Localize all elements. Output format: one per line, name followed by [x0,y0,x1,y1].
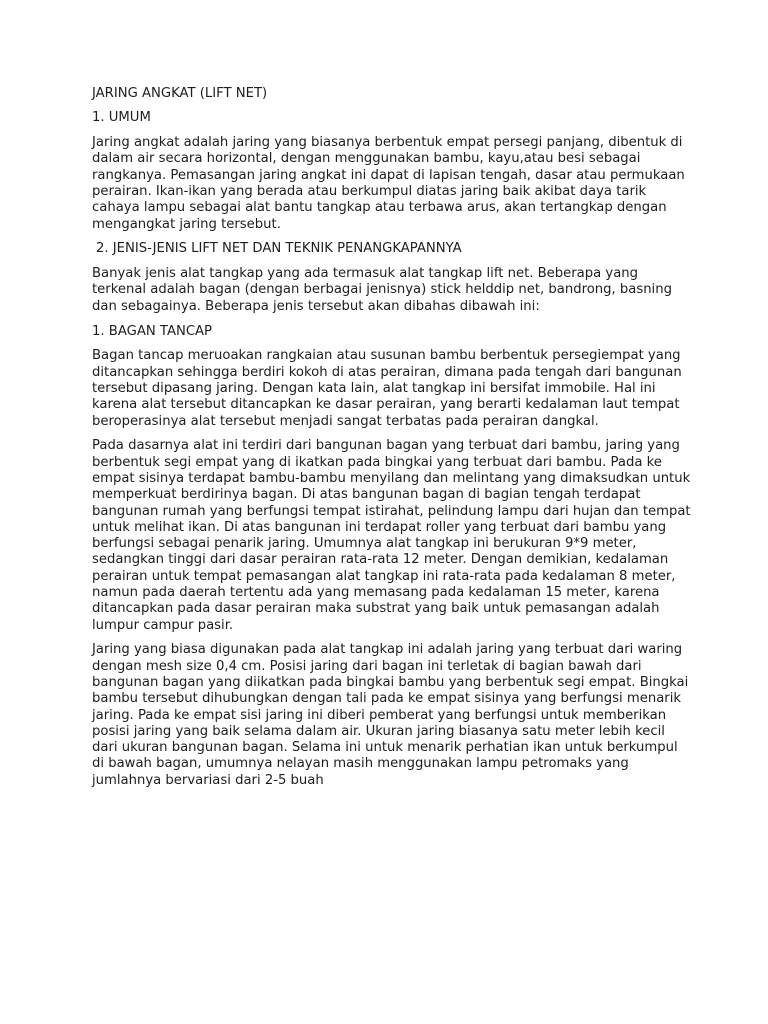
section-1-paragraph: Jaring angkat adalah jaring yang biasanya berbentuk empat persegi panjang, dibentuk di dalam air secara horizontal, dengan menggunakan bambu, kayu,atau besi sebagai rangkanya. Pemasangan jaring angkat ini dapat di lapisan tengah, dasar atau permukaan perairan. Ikan-ikan yang berada atau berkumpul diatas jaring baik akibat daya tarik cahaya lampu sebagai alat bantu tangkap atau terbawa arus, akan tertangkap dengan mengangkat jaring tersebut. [92,135,685,232]
section-1-heading: 1. UMUM [92,110,151,126]
document-body [92,86,692,798]
subsection-1-paragraph-2: Pada dasarnya alat ini terdiri dari bangunan bagan yang terbuat dari bambu, jaring yang berbentuk segi empat yang di ikatkan pada bingkai yang terbuat dari bambu. Pada ke empat sisinya terdapat bambu-bambu menyilang dan melintang yang dimaksudkan untuk memperkuat berdirinya bagan. Di atas bangunan bagan di bagian tengah terdapat bangunan rumah yang berfungsi tempat istirahat, pelindung lampu dari hujan dan tempat untuk melihat ikan. Di atas bangunan ini terdapat roller yang terbuat dari bambu yang berfungsi sebagai penarik jaring. Umumnya alat tangkap ini berukuran 9*9 meter, sedangkan tinggi dari dasar perairan rata-rata 12 meter. Dengan demikian, kedalaman perairan untuk tempat pemasangan alat tangkap ini rata-rata pada kedalaman 8 meter, namun pada daerah tertentu ada yang memasang pada kedalaman 15 meter, karena ditancapkan pada dasar perairan maka substrat yang baik untuk pemasangan adalah lumpur campur pasir. [92,438,691,633]
section-2-heading: 2. JENIS-JENIS LIFT NET DAN TEKNIK PENANGKAPANNYA [96,241,462,257]
document-title: JARING ANGKAT (LIFT NET) [92,86,268,101]
subsection-1-paragraph-3: Jaring yang biasa digunakan pada alat tangkap ini adalah jaring yang terbuat dari waring dengan mesh size 0,4 cm. Posisi jaring dari bagan ini terletak di bagian bawah dari bangunan bagan yang diikatkan pada bingkai bambu yang berbentuk segi empat. Bingkai bambu tersebut dihubungkan dengan tali pada ke empat sisinya yang berfungsi menarik jaring. Pada ke empat sisi jaring ini diberi pemberat yang berfungsi untuk memberikan posisi jaring yang baik selama dalam air. Ukuran jaring biasanya satu meter lebih kecil dari ukuran bangunan bagan. Selama ini untuk menarik perhatian ikan untuk berkumpul di bawah bagan, umumnya nelayan masih menggunakan lampu petromaks yang jumlahnya bervariasi dari 2-5 buah [92,642,689,788]
subsection-1-heading: 1. BAGAN TANCAP [92,323,213,339]
section-2-paragraph: Banyak jenis alat tangkap yang ada termasuk alat tangkap lift net. Beberapa yang terkenal adalah bagan (dengan berbagai jenisnya) stick helddip net, bandrong, basning dan sebagainya. Beberapa jenis tersebut akan dibahas dibawah ini: [92,266,672,314]
subsection-1-paragraph-1: Bagan tancap meruoakan rangkaian atau susunan bambu berbentuk persegiempat yang ditancapkan sehingga berdiri kokoh di atas perairan, dimana pada tengah dari bangunan tersebut dipasang jaring. Dengan kata lain, alat tangkap ini bersifat immobile. Hal ini karena alat tersebut ditancapkan ke dasar perairan, yang berarti kedalaman laut tempat beroperasinya alat tersebut menjadi sangat terbatas pada perairan dangkal. [92,348,682,429]
